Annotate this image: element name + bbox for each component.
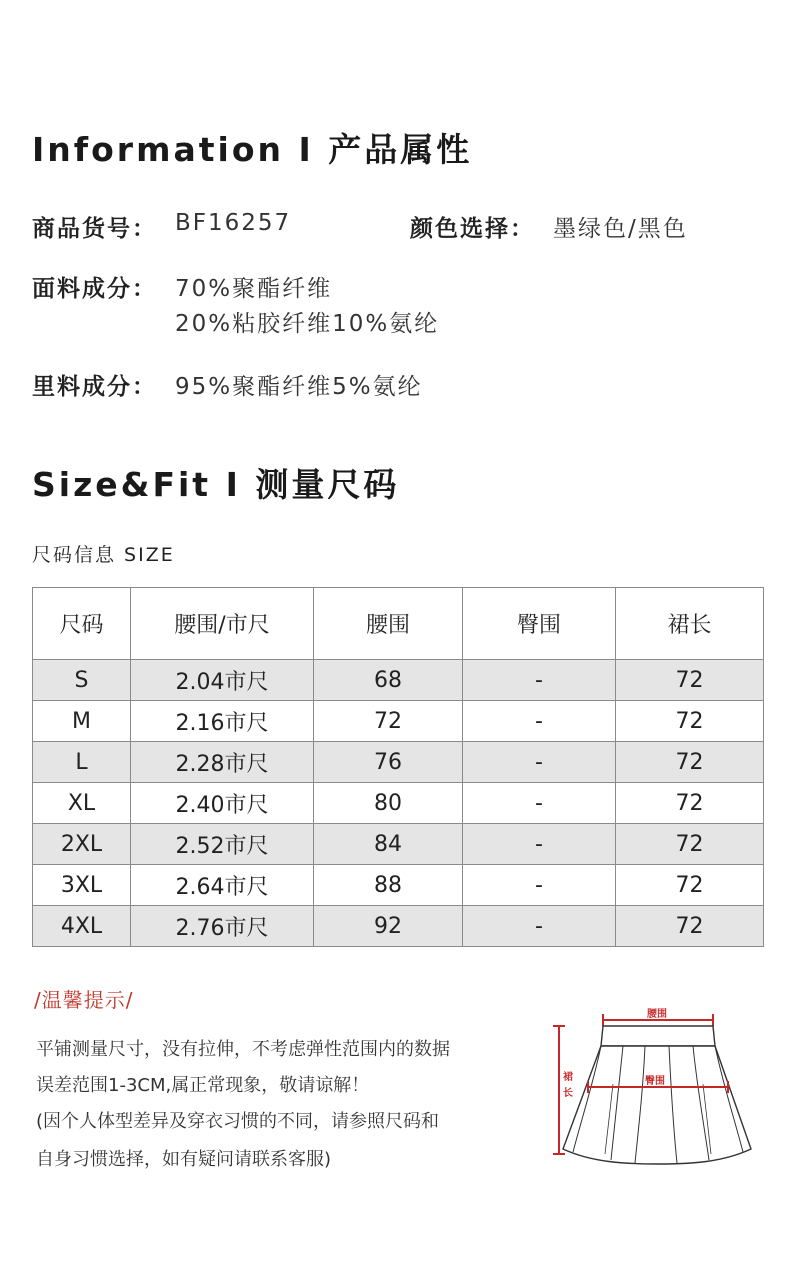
cell-waist: 76 xyxy=(314,742,463,783)
info-heading: Information I 产品属性 xyxy=(32,130,473,169)
table-row xyxy=(33,906,764,947)
cell-hip: - xyxy=(463,660,616,701)
cell-size: S xyxy=(33,660,131,701)
tip-line-2: 误差范围1-3CM,属正常现象，敬请谅解！ xyxy=(36,1075,370,1096)
col-header-waist: 腰围 xyxy=(314,588,463,660)
cell-waist-shichi: 2.28市尺 xyxy=(131,742,314,783)
cell-waist: 92 xyxy=(314,906,463,947)
cell-waist: 72 xyxy=(314,701,463,742)
table-row xyxy=(33,742,764,783)
fabric-value-line1: 70%聚酯纤维 xyxy=(175,276,333,302)
col-header-length: 裙长 xyxy=(616,588,764,660)
cell-size: M xyxy=(33,701,131,742)
table-row xyxy=(33,783,764,824)
cell-length: 72 xyxy=(616,824,764,865)
tip-line-4: 自身习惯选择，如有疑问请联系客服) xyxy=(36,1149,332,1170)
col-header-waist-shichi: 腰围/市尺 xyxy=(131,588,314,660)
table-row xyxy=(33,865,764,906)
cell-hip: - xyxy=(463,906,616,947)
size-table xyxy=(32,587,764,947)
cell-length: 72 xyxy=(616,701,764,742)
cell-length: 72 xyxy=(616,660,764,701)
cell-length: 72 xyxy=(616,865,764,906)
table-row xyxy=(33,824,764,865)
cell-length: 72 xyxy=(616,906,764,947)
cell-waist: 68 xyxy=(314,660,463,701)
skirt-measurement-diagram xyxy=(553,1004,758,1174)
table-row xyxy=(33,660,764,701)
cell-waist: 88 xyxy=(314,865,463,906)
cell-hip: - xyxy=(463,783,616,824)
cell-waist-shichi: 2.16市尺 xyxy=(131,701,314,742)
color-label: 颜色选择： xyxy=(410,216,535,242)
cell-waist-shichi: 2.52市尺 xyxy=(131,824,314,865)
cell-hip: - xyxy=(463,701,616,742)
table-row xyxy=(33,701,764,742)
lining-value: 95%聚酯纤维5%氨纶 xyxy=(175,374,423,400)
size-heading: Size&Fit I 测量尺码 xyxy=(32,465,400,504)
cell-waist: 80 xyxy=(314,783,463,824)
size-table-header xyxy=(33,588,764,660)
sku-value: BF16257 xyxy=(175,210,292,236)
waist-label: 腰围 xyxy=(647,1009,667,1020)
tip-line-1: 平铺测量尺寸，没有拉伸，不考虑弹性范围内的数据 xyxy=(36,1039,450,1060)
cell-hip: - xyxy=(463,824,616,865)
cell-waist-shichi: 2.76市尺 xyxy=(131,906,314,947)
fabric-label: 面料成分： xyxy=(32,276,157,302)
skirt-icon xyxy=(563,1026,751,1164)
cell-size: L xyxy=(33,742,131,783)
fabric-value-line2: 20%粘胶纤维10%氨纶 xyxy=(175,311,440,337)
col-header-size: 尺码 xyxy=(33,588,131,660)
cell-size: 4XL xyxy=(33,906,131,947)
cell-waist-shichi: 2.40市尺 xyxy=(131,783,314,824)
tips-title: /温馨提示/ xyxy=(34,988,134,1012)
length-label-2: 长 xyxy=(563,1088,573,1099)
cell-length: 72 xyxy=(616,783,764,824)
cell-hip: - xyxy=(463,742,616,783)
cell-waist: 84 xyxy=(314,824,463,865)
cell-length: 72 xyxy=(616,742,764,783)
cell-size: 2XL xyxy=(33,824,131,865)
col-header-hip: 臀围 xyxy=(463,588,616,660)
cell-size: XL xyxy=(33,783,131,824)
size-subheading: 尺码信息 SIZE xyxy=(32,544,175,566)
color-value: 墨绿色/黑色 xyxy=(553,216,688,242)
length-label-1: 裙 xyxy=(563,1072,573,1083)
cell-hip: - xyxy=(463,865,616,906)
hip-label: 臀围 xyxy=(645,1076,665,1087)
tip-line-3: (因个人体型差异及穿衣习惯的不同，请参照尺码和 xyxy=(36,1111,440,1132)
sku-label: 商品货号： xyxy=(32,216,157,242)
cell-waist-shichi: 2.64市尺 xyxy=(131,865,314,906)
lining-label: 里料成分： xyxy=(32,374,157,400)
cell-waist-shichi: 2.04市尺 xyxy=(131,660,314,701)
cell-size: 3XL xyxy=(33,865,131,906)
